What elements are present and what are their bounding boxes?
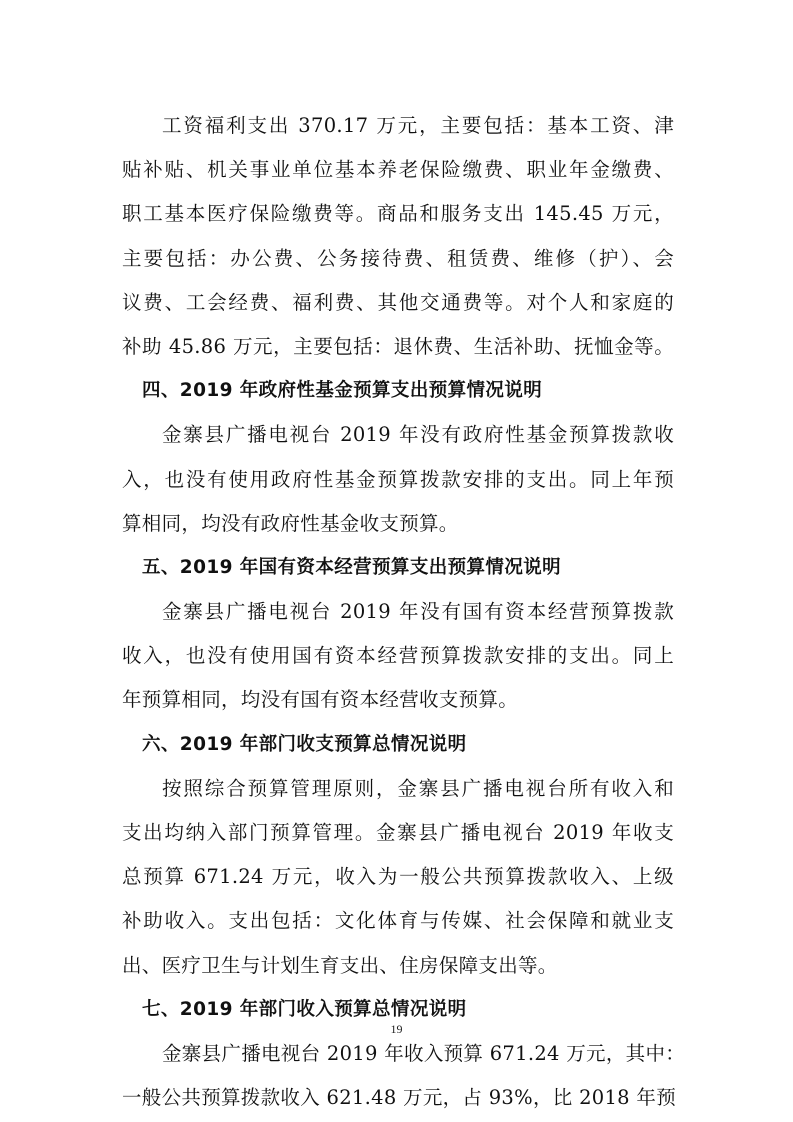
section-heading: 四、2019 年政府性基金预算支出预算情况说明 <box>142 380 543 402</box>
paragraph-line: 入，也没有使用政府性基金预算拨款安排的支出。同上年预 <box>122 467 674 491</box>
section-heading: 五、2019 年国有资本经营预算支出预算情况说明 <box>142 556 562 578</box>
paragraph-line: 补助收入。支出包括：文化体育与传媒、社会保障和就业支 <box>122 909 674 933</box>
paragraph-line: 金寨县广播电视台 2019 年没有政府性基金预算拨款收 <box>162 423 674 447</box>
paragraph-line: 算相同，均没有政府性基金收支预算。 <box>122 511 459 535</box>
paragraph-line: 一般公共预算拨款收入 621.48 万元，占 93%，比 2018 年预 <box>122 1086 676 1110</box>
paragraph-line: 年预算相同，均没有国有资本经营收支预算。 <box>122 688 519 712</box>
section-heading: 七、2019 年部门收入预算总情况说明 <box>142 998 467 1020</box>
paragraph-line: 支出均纳入部门预算管理。金寨县广播电视台 2019 年收支 <box>122 821 674 844</box>
paragraph-line: 补助 45.86 万元，主要包括：退休费、生活补助、抚恤金等。 <box>122 334 674 358</box>
paragraph-line: 金寨县广播电视台 2019 年没有国有资本经营预算拨款 <box>162 600 674 624</box>
paragraph-line: 收入，也没有使用国有资本经营预算拨款安排的支出。同上 <box>122 644 674 668</box>
paragraph-line: 议费、工会经费、福利费、其他交通费等。对个人和家庭的 <box>122 290 674 314</box>
paragraph-line: 贴补贴、机关事业单位基本养老保险缴费、职业年金缴费、 <box>122 158 674 182</box>
paragraph-line: 金寨县广播电视台 2019 年收入预算 671.24 万元，其中： <box>162 1041 686 1065</box>
page-number: 19 <box>390 1022 403 1036</box>
section-heading: 六、2019 年部门收支预算总情况说明 <box>142 733 467 755</box>
document-body <box>122 104 686 1120</box>
paragraph-line: 总预算 671.24 万元，收入为一般公共预算拨款收入、上级 <box>122 865 674 889</box>
paragraph-line: 职工基本医疗保险缴费等。商品和服务支出 145.45 万元， <box>122 202 674 226</box>
paragraph-line: 出、医疗卫生与计划生育支出、住房保障支出等。 <box>122 953 558 977</box>
paragraph-line: 主要包括：办公费、公务接待费、租赁费、维修（护）、会 <box>122 246 674 270</box>
paragraph-line: 按照综合预算管理原则，金寨县广播电视台所有收入和 <box>162 776 674 800</box>
paragraph-line: 工资福利支出 370.17 万元，主要包括：基本工资、津 <box>162 114 674 137</box>
